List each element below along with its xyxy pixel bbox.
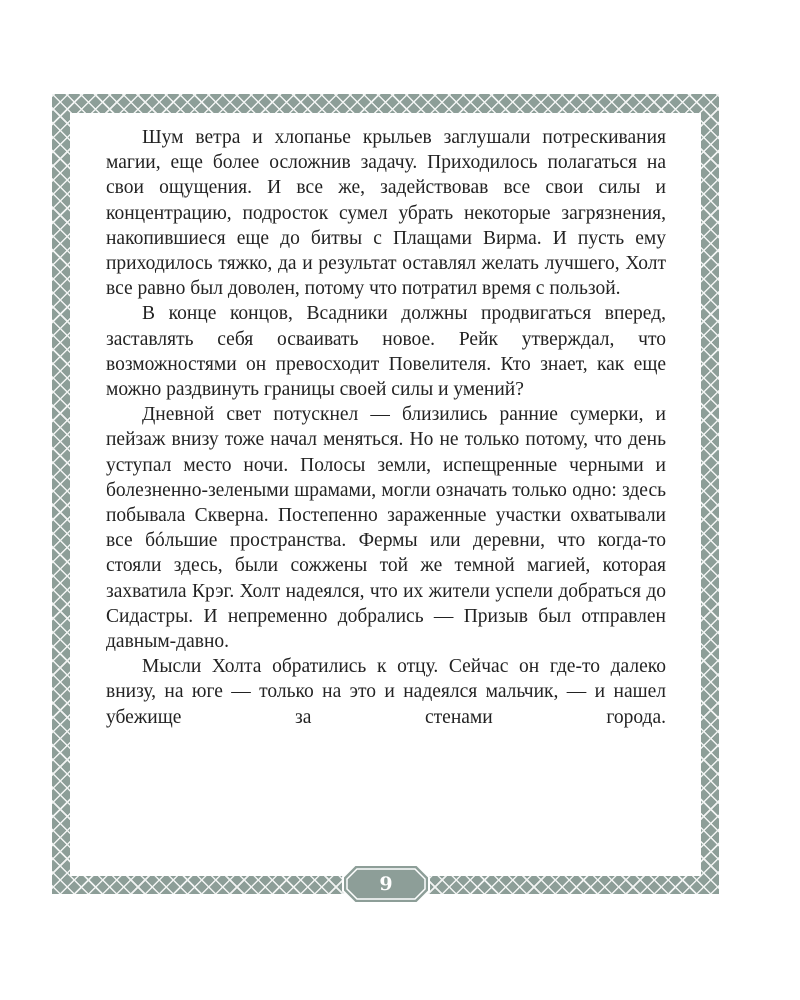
page-number: 9: [379, 873, 393, 895]
paragraph: Мысли Холта обратились к отцу. Сейчас он где-то далеко внизу, на юге — только на это и надеялся мальчик, — и нашел убежище за стенами города.: [106, 656, 666, 728]
page-body-text: [106, 125, 666, 730]
page-number-badge: [341, 863, 431, 905]
paragraph: Дневной свет потускнел — близились ранние сумерки, и пейзаж внизу тоже начал меняться. Но не только потому, что день уступал место ночи. Полосы земли, испещренные черными и болезненно-зелеными шрамами, могли означать только одно: здесь побывала Скверна. Постепенно зараженные участки охватывали все бóльшие пространства. Фермы или деревни, что когда-то стояли здесь, были сожжены той же темной магией, которая захватила Крэг. Холт надеялся, что их жители успели добраться до Сидастры. И непременно добрались — Призыв был отправлен давным-давно.: [106, 404, 666, 653]
paragraph: В конце концов, Всадники должны продвигаться вперед, заставлять себя осваивать новое. Рейк утверждал, что возможностями он превосходит Повелителя. Кто знает, как еще можно раздвинуть границы своей силы и умений?: [106, 303, 666, 401]
paragraph: Шум ветра и хлопанье крыльев заглушали потрескивания магии, еще более осложнив задачу. Приходилось полагаться на свои ощущения. И все же, задействовав все свои силы и концентрацию, подросток сумел убрать некоторые загрязнения, накопившиеся еще до битвы с Плащами Вирма. И пусть ему приходилось тяжко, да и результат оставлял желать лучшего, Холт все равно был доволен, потому что потратил время с пользой.: [106, 127, 666, 300]
